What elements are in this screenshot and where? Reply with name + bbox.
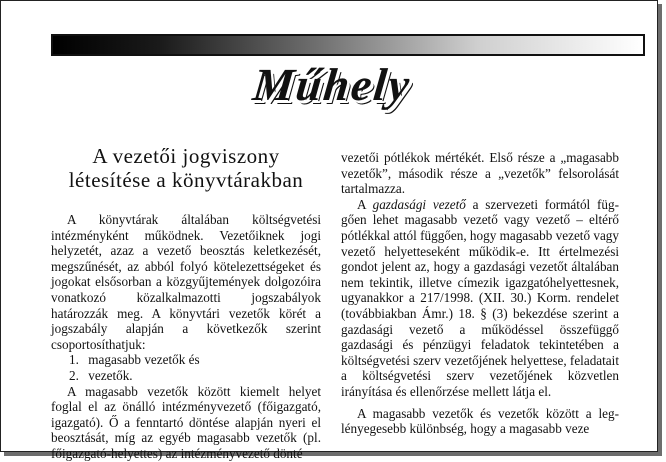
article-title: [51, 144, 321, 192]
right-paragraph-2: [341, 197, 619, 400]
right-column: [341, 150, 619, 437]
article-title-line1: A vezetői jogviszony: [92, 144, 280, 168]
list-number: 2.: [69, 367, 79, 383]
right-paragraph-2-rest: a szervezeti formától függően lehet magasabb vezető vagy vezető – eltérő pótlékkal attól függően, hogy magasabb vezető vagy vezető helyetteseként működik-e. Itt értelmezési gondot jelent az, hogy a gazdasági vezetőt általában nem tekintik, illetve címezik igazgatóhelyettesnek, ugyanakkor a 217/1998. (XII. 30.) Korm. rendelet (továbbiakban Ámr.) 18. § (3) bekezdése szerint a gazdasági vezető a működéssel összefüggő gazdasági és pénzügyi feladatok tekintetében a költségvetési szerv vezetőjének helyettese, feladatait a költségvetési szerv vezetőjének közvetlen irányítása és ellenőrzése mellett látja el.: [341, 196, 619, 399]
right-paragraph-3: A magasabb vezetők és vezetők között a leglényegesebb különbség, hogy a magasabb veze: [341, 405, 619, 437]
section-title: Műhely: [250, 59, 414, 110]
right-paragraph-2-start: A: [357, 196, 373, 212]
list-item: [51, 368, 321, 384]
section-header-bar: [51, 34, 645, 56]
list-text: vezetők.: [88, 367, 133, 383]
emphasis-term: gazdasági vezető: [372, 196, 466, 212]
right-paragraph-1: vezetői pótlékok mértékét. Első része a „magasabb vezetők”, második része a „vezetők” felsorolását tartalmazza.: [341, 150, 619, 197]
left-column: [51, 212, 321, 462]
left-paragraph-1: A könyvtárak általában költségvetési intézményként működnek. Vezetőiknek jogi helyzetét, azaz a vezető beosztás keletkezését, megszűnését, az abból folyó kötelezettségeket és jogokat elsősorban a közgyűjtemények dolgozóira vonatkozó közalkalmazotti jogszabályok határozzák meg. A könyvtári vezetők körét a jogszabály alapján a következők szerint csoportosíthatjuk:: [51, 212, 321, 352]
list-number: 1.: [69, 352, 79, 368]
list-text: magasabb vezetők és: [88, 352, 200, 368]
article-title-line2: létesítése a könyvtárakban: [68, 168, 304, 192]
left-paragraph-2: A magasabb vezetők között kiemelt helyet foglal el az önálló intézményvezető (főigazgató, igazgató). Ő a fenntartó döntése alapján nyeri el beosztását, míg az egyéb magasabb vezetők (pl. főigazgató-helyettes) az intézményvezető dönté: [51, 383, 321, 461]
list-item: [51, 352, 321, 368]
